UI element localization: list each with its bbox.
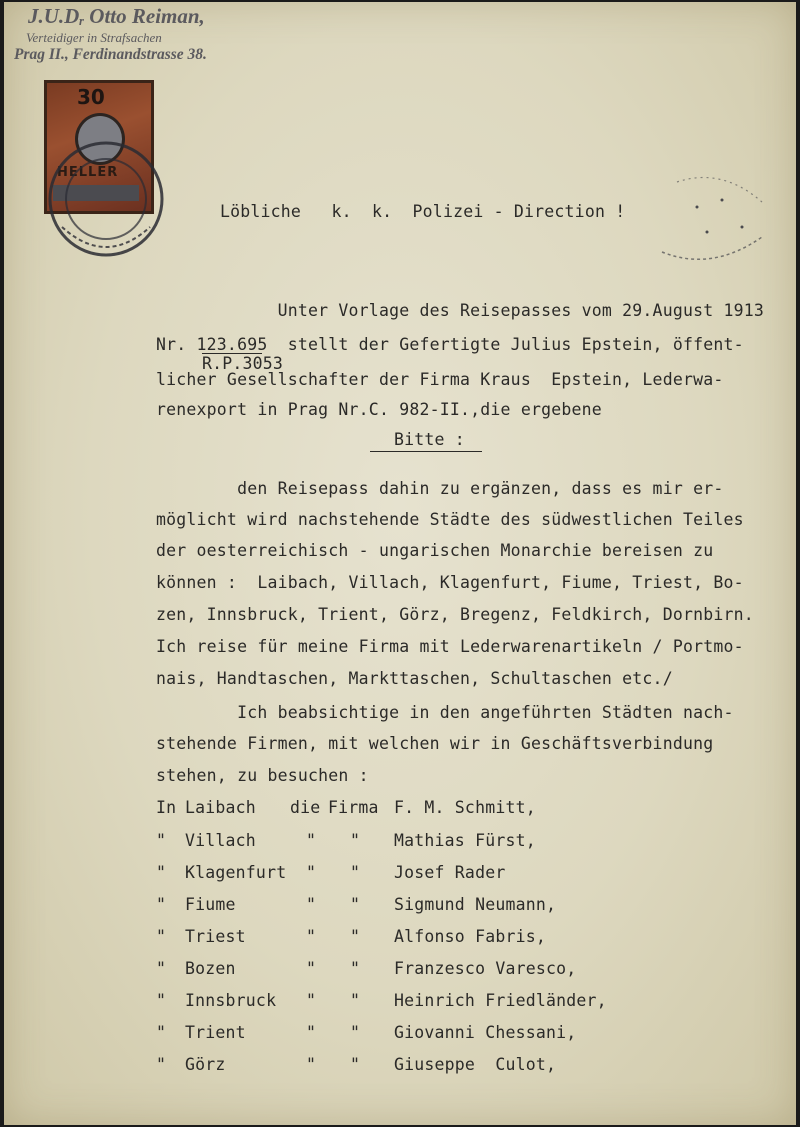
firm-city: Innsbruck [185, 991, 277, 1010]
firm-name: F. M. Schmitt, [394, 798, 536, 817]
paragraph1-line: licher Gesellschafter der Firma Kraus Epstein, Lederwa- [156, 370, 724, 389]
firm-ditto-1: " [306, 959, 317, 978]
firm-city: Klagenfurt [185, 863, 287, 882]
firm-name: Franzesco Varesco, [394, 959, 577, 978]
firm-ditto-1: " [306, 863, 317, 882]
firm-ditto-2: Firma [328, 798, 379, 817]
salutation: Löbliche k. k. Polizei - Direction ! [220, 202, 626, 221]
firm-city: Bozen [185, 959, 236, 978]
rp-number: R.P.3053 [202, 354, 284, 373]
firm-ditto-1: " [306, 831, 317, 850]
firm-name: Giuseppe Culot, [394, 1055, 557, 1074]
paragraph2-line: zen, Innsbruck, Trient, Görz, Bregenz, Feldkirch, Dornbirn. [156, 605, 754, 624]
firm-name: Alfonso Fabris, [394, 927, 547, 946]
letter-page [4, 2, 796, 1125]
firm-prefix: " [156, 1055, 167, 1074]
firm-ditto-2: " [350, 1055, 361, 1074]
postmark-icon [44, 137, 174, 267]
firm-prefix: In [156, 798, 177, 817]
firm-city: Görz [185, 1055, 226, 1074]
firm-name: Josef Rader [394, 863, 506, 882]
firm-prefix: " [156, 927, 167, 946]
paragraph3-line: stehende Firmen, mit welchen wir in Geschäftsverbindung [156, 734, 714, 753]
firm-ditto-2: " [350, 831, 361, 850]
firm-prefix: " [156, 895, 167, 914]
paragraph2-line: nais, Handtaschen, Markttaschen, Schultaschen etc./ [156, 669, 673, 688]
firm-name: Heinrich Friedländer, [394, 991, 607, 1010]
firm-ditto-1: " [306, 991, 317, 1010]
letterhead-name: J.U.Dᵣ Otto Reiman, [28, 4, 205, 28]
heading-underline [370, 451, 482, 452]
firm-ditto-2: " [350, 991, 361, 1010]
firm-prefix: " [156, 991, 167, 1010]
revenue-stamp-value: 30 [77, 85, 105, 109]
firm-prefix: " [156, 863, 167, 882]
revenue-stamp-unit: HELLER [57, 165, 119, 180]
paragraph2-line: möglicht wird nachstehende Städte des südwestlichen Teiles [156, 510, 744, 529]
firm-city: Laibach [185, 798, 256, 817]
paragraph2-line: Ich reise für meine Firma mit Lederwarenartikeln / Portmo- [156, 637, 744, 656]
paragraph3-line: Ich beabsichtige in den angeführten Städten nach- [156, 703, 734, 722]
firm-ditto-2: " [350, 895, 361, 914]
paragraph1-line: Unter Vorlage des Reisepasses vom 29.August 1913 [156, 301, 765, 320]
firm-ditto-1: die [290, 798, 321, 817]
firm-ditto-2: " [350, 863, 361, 882]
firm-prefix: " [156, 959, 167, 978]
firm-ditto-1: " [306, 1055, 317, 1074]
paragraph3-line: stehen, zu besuchen : [156, 766, 369, 785]
firm-city: Trient [185, 1023, 246, 1042]
paragraph1-line: renexport in Prag Nr.C. 982-II.,die ergebene [156, 400, 602, 419]
firm-ditto-2: " [350, 959, 361, 978]
letterhead-address: Prag II., Ferdinandstrasse 38. [14, 46, 207, 63]
firm-city: Triest [185, 927, 246, 946]
paragraph2-line: können : Laibach, Villach, Klagenfurt, Fiume, Triest, Bo- [156, 573, 744, 592]
heading-bitte: Bitte : [394, 430, 465, 449]
faded-official-stamp-icon [652, 172, 772, 267]
paragraph1-line: Nr. 123.695 stellt der Gefertigte Julius Epstein, öffent- [156, 335, 744, 354]
firm-city: Fiume [185, 895, 236, 914]
firm-ditto-2: " [350, 1023, 361, 1042]
letterhead-role: Verteidiger in Strafsachen [26, 30, 162, 45]
paragraph2-line: den Reisepass dahin zu ergänzen, dass es mir er- [156, 479, 724, 498]
firm-name: Mathias Fürst, [394, 831, 536, 850]
firm-ditto-1: " [306, 895, 317, 914]
firm-prefix: " [156, 831, 167, 850]
firm-city: Villach [185, 831, 256, 850]
firm-ditto-2: " [350, 927, 361, 946]
firm-ditto-1: " [306, 927, 317, 946]
firm-name: Giovanni Chessani, [394, 1023, 577, 1042]
firm-ditto-1: " [306, 1023, 317, 1042]
firm-name: Sigmund Neumann, [394, 895, 557, 914]
paragraph2-line: der oesterreichisch - ungarischen Monarchie bereisen zu [156, 541, 714, 560]
firm-prefix: " [156, 1023, 167, 1042]
